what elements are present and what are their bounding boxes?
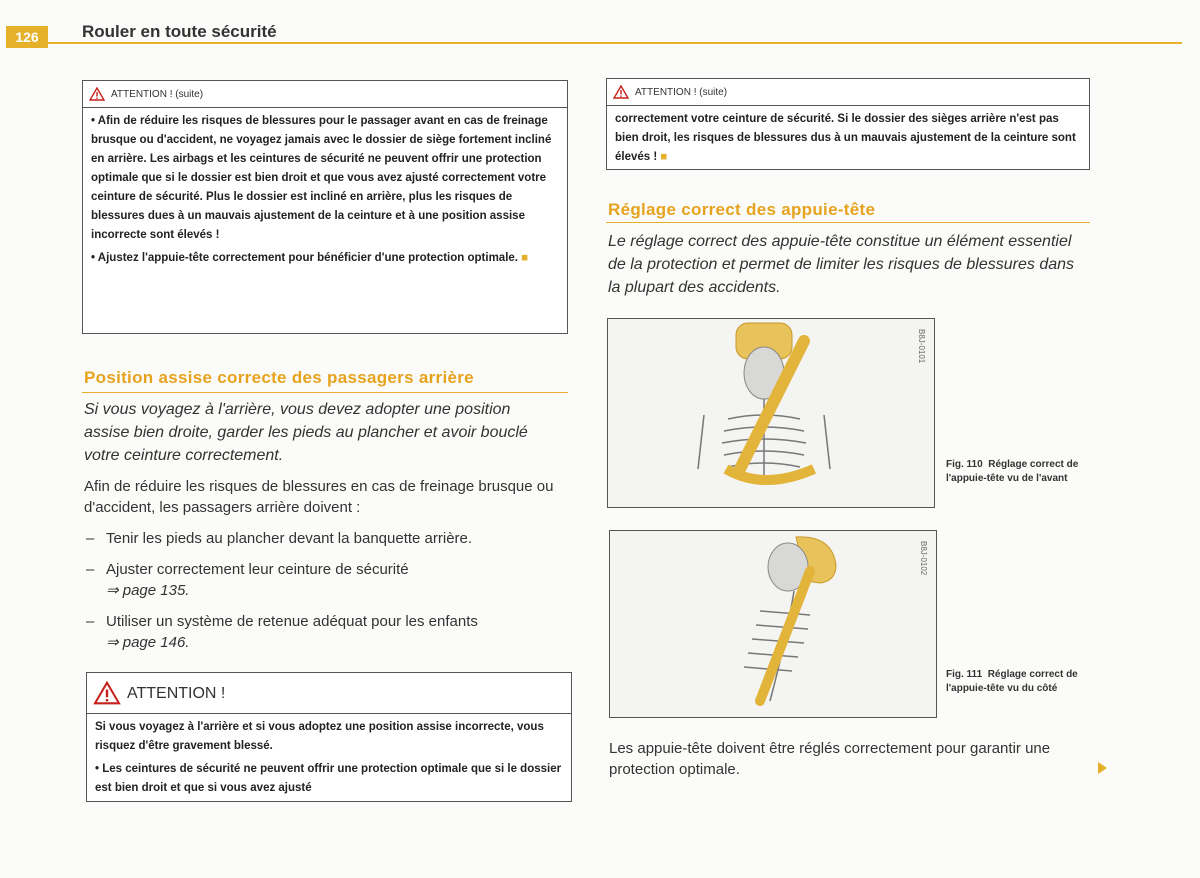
section-rule — [82, 392, 568, 393]
warning-paragraph-2 — [91, 249, 559, 268]
warning-box-continued-right — [606, 78, 1090, 170]
list-item — [84, 528, 568, 549]
end-mark: ■ — [521, 252, 529, 264]
skeleton-side-illustration — [610, 531, 936, 717]
warning-paragraph-text — [615, 110, 1081, 167]
warning-triangle-icon — [613, 85, 629, 99]
warning-box-header — [87, 673, 571, 714]
figure-111-side-view — [609, 530, 937, 718]
figure-caption-text: Réglage correct de l'appuie-tête vu du côté — [946, 669, 1078, 694]
warning-paragraph: Si vous voyagez à l'arrière et si vous adoptez une position assise incorrecte, vous risquez d'être gravement blessé. — [95, 721, 544, 752]
warning-title: ATTENTION ! (suite) — [111, 88, 204, 100]
figure-code: B8J-0102 — [919, 541, 928, 576]
figure-label: Fig. 111 — [946, 669, 983, 680]
warning-body — [83, 108, 567, 272]
section-lead-rear-passengers: Si vous voyagez à l'arrière, vous devez adopter une position assise bien droite, garder les pieds au plancher et avoir bouclé votre ceinture correctement. — [84, 401, 528, 464]
warning-triangle-icon — [93, 681, 121, 705]
section-lead-head-restraints: Le réglage correct des appuie-tête constitue un élément essentiel de la protection et permet de limiter les risques de blessures dans la plupart des accidents. — [608, 233, 1075, 296]
warning-body — [87, 714, 571, 802]
warning-box-header — [83, 81, 567, 108]
warning-paragraph: correctement votre ceinture de sécurité. Si le dossier des sièges arrière n'est pas bien droit, les risques de blessures dus à un mauvais ajustement de la ceinture sont élevés ! — [615, 113, 1076, 163]
warning-paragraph: • Afin de réduire les risques de blessures pour le passager avant en cas de freinage brusque ou d'accident, ne voyagez jamais avec le dossier de siège fortement incliné en arrière. Les airbags et les ceintures de sécurité ne peuvent offrir une protection optimale que si le dossier est bien droit et que vous avez ajusté correctement votre ceinture de sécurité. Plus le dossier est incliné en arrière, plus les risques de blessures dues à un mauvais ajustement de la ceinture et à une position assise incorrecte sont élevés ! — [91, 112, 559, 245]
end-mark: ■ — [660, 151, 668, 163]
figure-caption-text: Réglage correct de l'appuie-tête vu de l'avant — [946, 459, 1079, 484]
section-title-head-restraints: Réglage correct des appuie-tête — [608, 200, 876, 219]
warning-box-left — [86, 672, 572, 802]
page-number: 126 — [6, 26, 48, 48]
requirements-list — [84, 528, 568, 663]
section-title-rear-passengers: Position assise correcte des passagers arrière — [84, 368, 474, 387]
list-item — [84, 611, 568, 653]
page-header-title: Rouler en toute sécurité — [82, 22, 277, 41]
warning-title: ATTENTION ! (suite) — [635, 86, 728, 98]
warning-box-header — [607, 79, 1089, 106]
list-item-text: Tenir les pieds au plancher devant la banquette arrière. — [106, 530, 473, 547]
warning-box-continued-left — [82, 80, 568, 334]
warning-triangle-icon — [89, 87, 105, 101]
warning-body — [607, 106, 1089, 171]
figure-110-caption — [946, 458, 1096, 486]
figure-code: B8J-0101 — [917, 329, 926, 364]
closing-paragraph: Les appuie-tête doivent être réglés correctement pour garantir une protection optimale. — [609, 740, 1051, 778]
figure-110-front-view — [607, 318, 935, 508]
skeleton-front-illustration — [608, 319, 934, 507]
list-item-text: Utiliser un système de retenue adéquat pour les enfants — [106, 613, 478, 630]
list-item — [84, 559, 568, 601]
warning-paragraph-2-text: Ajustez l'appuie-tête correctement pour bénéficier d'une protection optimale. — [97, 252, 518, 264]
page-reference-link[interactable]: ⇒ page 146. — [106, 634, 190, 651]
header-rule — [48, 42, 1182, 44]
figure-label: Fig. 110 — [946, 459, 983, 470]
continue-arrow-icon — [1098, 762, 1107, 774]
intro-paragraph: Afin de réduire les risques de blessures en cas de freinage brusque ou d'accident, les passagers arrière doivent : — [84, 478, 554, 516]
warning-paragraph-2: • Les ceintures de sécurité ne peuvent offrir une protection optimale que si le dossier est bien droit et que si vous avez ajusté — [95, 760, 563, 798]
section-rule — [606, 222, 1090, 223]
figure-111-caption — [946, 668, 1096, 696]
warning-title: ATTENTION ! — [127, 684, 226, 702]
list-item-text: Ajuster correctement leur ceinture de sécurité — [106, 561, 409, 578]
page-reference-link[interactable]: ⇒ page 135. — [106, 582, 190, 599]
